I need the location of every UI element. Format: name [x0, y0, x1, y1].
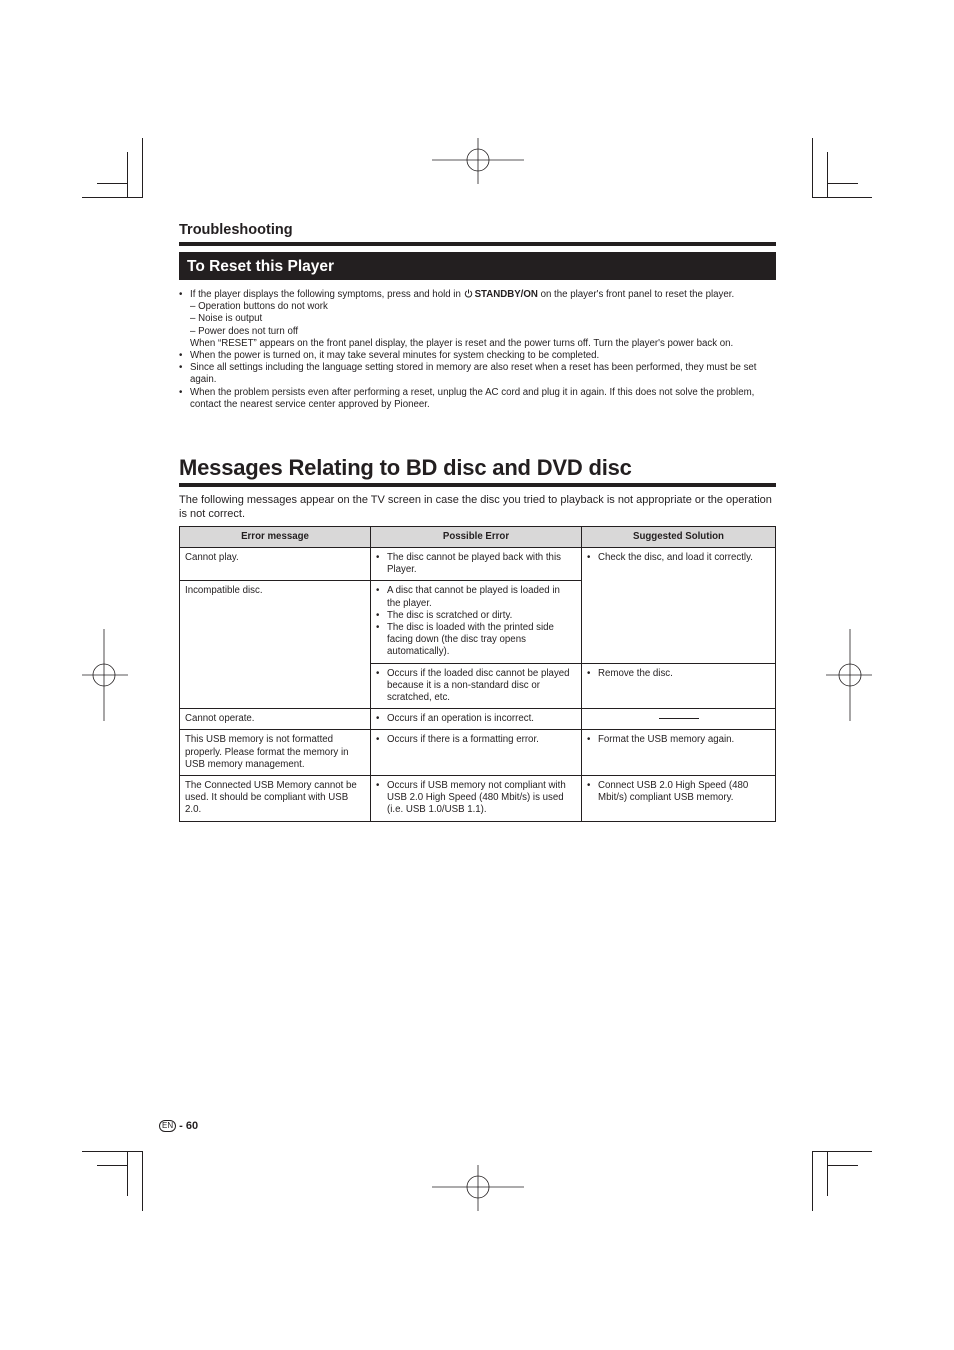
suggested-solution	[582, 663, 776, 709]
possible-error	[371, 709, 582, 730]
error-table	[179, 526, 776, 822]
list-item: • Occurs if an operation is incorrect.	[376, 713, 576, 725]
column-header: Suggested Solution	[582, 527, 776, 548]
power-icon	[464, 289, 473, 298]
list-item: • Format the USB memory again.	[587, 734, 770, 746]
registration-mark-icon	[826, 629, 872, 721]
table-header-row	[180, 527, 776, 548]
list-item: • If the player displays the following symptoms, press and hold in STANDBY/ON on the player's front panel to reset the player. – Operation buttons do not work – Noise is output – Power does not turn off When “RESET” appears on the front panel display, the player is reset and the power turns off. Turn the player's power back on.	[179, 289, 776, 350]
possible-error	[371, 730, 582, 776]
list-item: • A disc that cannot be played is loaded in the player.	[376, 585, 576, 609]
page-number	[159, 1118, 198, 1134]
suggested-solution	[582, 730, 776, 776]
suggested-solution	[582, 548, 776, 664]
list-item: • The disc is loaded with the printed side facing down (the disc tray opens automatically).	[376, 622, 576, 659]
list-item: • Occurs if USB memory not compliant with USB 2.0 High Speed (480 Mbit/s) is used (i.e. USB 1.0/USB 1.1).	[376, 780, 576, 817]
table-row	[180, 548, 776, 581]
table-row	[180, 709, 776, 730]
registration-mark-icon	[432, 1165, 524, 1211]
list-item: • Occurs if the loaded disc cannot be played because it is a non-standard disc or scratched, etc.	[376, 668, 576, 705]
column-header: Possible Error	[371, 527, 582, 548]
list-item: • Check the disc, and load it correctly.	[587, 552, 770, 564]
list-item: • Remove the disc.	[587, 668, 770, 680]
possible-error	[371, 776, 582, 822]
page-title: Messages Relating to BD disc and DVD disc	[179, 455, 632, 481]
symptom-item: – Operation buttons do not work	[190, 301, 328, 313]
possible-error	[371, 663, 582, 709]
column-header: Error message	[180, 527, 371, 548]
suggested-solution	[582, 709, 776, 730]
error-message: This USB memory is not formatted properly. Please format the memory in USB memory management.	[180, 730, 371, 776]
intro-text: The following messages appear on the TV screen in case the disc you tried to playback is not appropriate or the operation is not correct.	[179, 494, 772, 521]
list-item: • The disc is scratched or dirty.	[376, 610, 576, 622]
reset-note: When “RESET” appears on the front panel display, the player is reset and the power turns off. Turn the player's power back on.	[190, 337, 734, 349]
error-message: Cannot operate.	[180, 709, 371, 730]
reset-title: To Reset this Player	[179, 252, 776, 280]
list-item: • Connect USB 2.0 High Speed (480 Mbit/s) compliant USB memory.	[587, 780, 770, 804]
title-rule	[179, 483, 776, 487]
error-message: Incompatible disc.	[180, 581, 371, 709]
list-item: • Occurs if there is a formatting error.	[376, 734, 576, 746]
list-item: • When the problem persists even after performing a reset, unplug the AC cord and plug it in again. If this does not solve the problem, contact the nearest service center approved by Pioneer.	[179, 387, 776, 411]
reset-bullets	[179, 289, 776, 411]
error-message: The Connected USB Memory cannot be used. It should be compliant with USB 2.0.	[180, 776, 371, 822]
table-row	[180, 730, 776, 776]
symptom-item: – Power does not turn off	[190, 325, 299, 337]
page-separator: -	[179, 1120, 183, 1132]
symptom-item: – Noise is output	[190, 313, 263, 325]
possible-error	[371, 548, 582, 581]
error-message: Cannot play.	[180, 548, 371, 581]
suggested-solution	[582, 776, 776, 822]
no-solution-dash	[659, 718, 699, 719]
list-item: • Since all settings including the language setting stored in memory are also reset when a reset has been performed, they must be set again.	[179, 362, 776, 386]
standby-key: STANDBY/ON	[474, 289, 538, 300]
section-title: Troubleshooting	[179, 222, 293, 238]
list-item: • When the power is turned on, it may take several minutes for system checking to be completed.	[179, 350, 776, 362]
language-badge: EN	[159, 1120, 176, 1132]
possible-error	[371, 581, 582, 663]
registration-mark-icon	[432, 138, 524, 184]
section-rule	[179, 242, 776, 246]
registration-mark-icon	[82, 629, 128, 721]
list-item: • The disc cannot be played back with this Player.	[376, 552, 576, 576]
page-content	[179, 221, 776, 822]
page-number-value: 60	[185, 1120, 199, 1132]
table-row	[180, 776, 776, 822]
